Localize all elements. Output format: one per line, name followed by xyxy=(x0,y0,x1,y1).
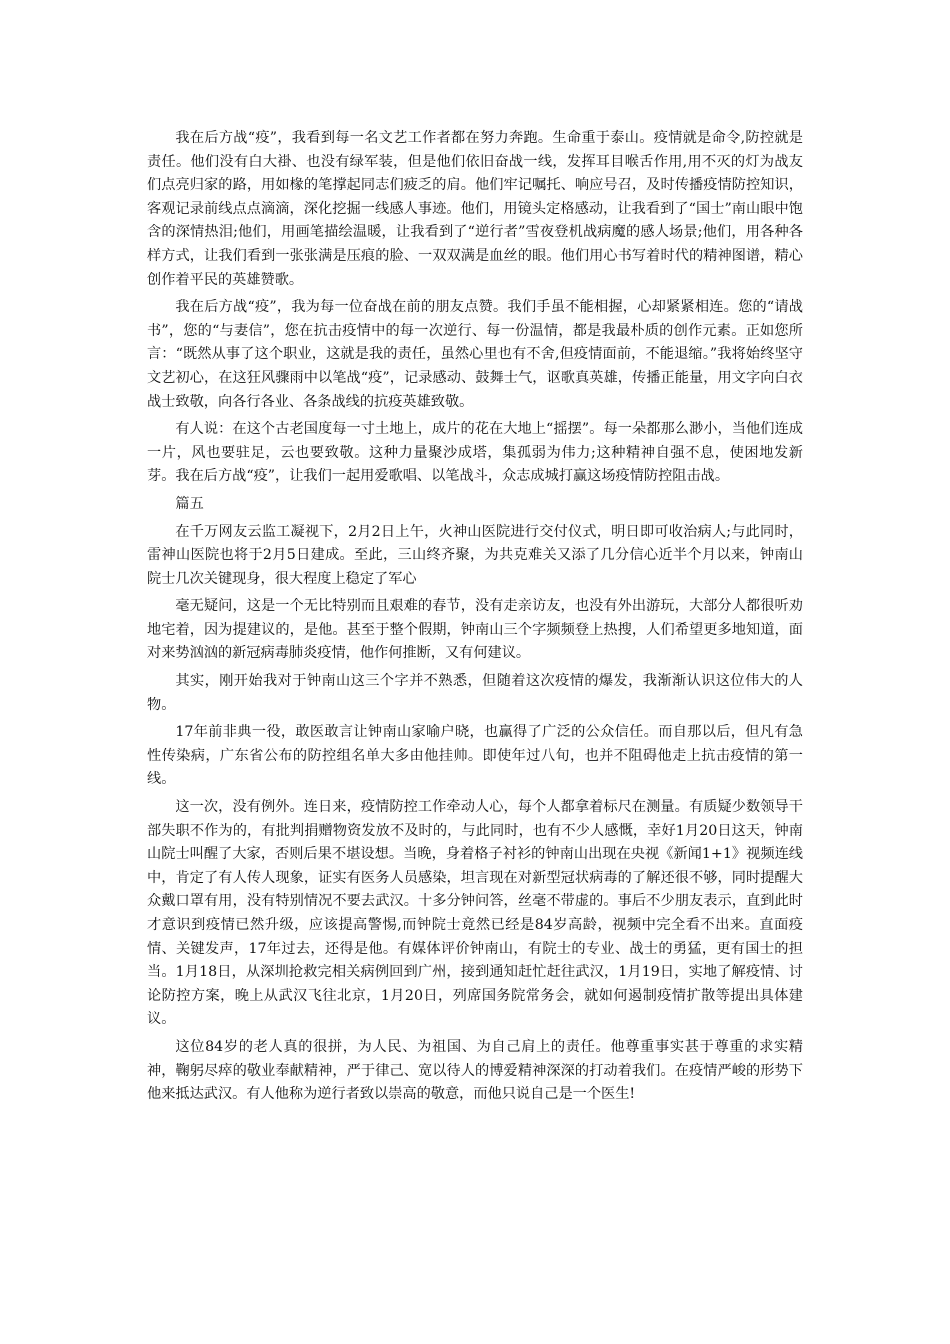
section-heading: 篇五 xyxy=(175,495,204,512)
paragraph-3: 有人说：在这个古老国度每一寸土地上，成片的花在大地上“摇摆”。每一朵都那么渺小，当他们连成一片，风也要驻足，云也要致敬。这种力量聚沙成塔，集孤弱为伟力;这种精神自强不息，使困地发新芽。我在后方战“疫”，让我们一起用爱歌唱、以笔战斗，众志成城打赢这场疫情防控阻击战。 xyxy=(147,421,803,485)
section-paragraph-2: 毫无疑问，这是一个无比特别而且艰难的春节，没有走亲访友，也没有外出游玩，大部分人都很听劝地宅着，因为提建议的，是他。甚至于整个假期，钟南山三个字频频登上热搜，人们希望更多地知道，面对来势汹汹的新冠病毒肺炎疫情，他作何推断，又有何建议。 xyxy=(147,598,803,662)
section-paragraph-5: 这一次，没有例外。连日来，疫情防控工作牵动人心，每个人都拿着标尺在测量。有质疑少数领导干部失职不作为的，有批判捐赠物资发放不及时的，与此同时，也有不少人感慨，幸好1月20日这天，钟南山院士叫醒了大家，否则后果不堪设想。当晚，身着格子衬衫的钟南山出现在央视《新闻1+1》视频连线中，肯定了有人传人现象，证实有医务人员感染，坦言现在对新型冠状病毒的了解还很不够，同时提醒大众戴口罩有用，没有特别情况不要去武汉。十多分钟问答，丝毫不带虚的。事后不少朋友表示，直到此时才意识到疫情已然升级，应该提高警惕,而钟院士竟然已经是84岁高龄，视频中完全看不出来。直面疫情、关键发声，17年过去，还得是他。有媒体评价钟南山，有院士的专业、战士的勇猛，更有国士的担当。1月18日，从深圳抢救完相关病例回到广州，接到通知赶忙赶往武汉，1月19日，实地了解疫情、讨论防控方案，晚上从武汉飞往北京，1月20日，列席国务院常务会，就如何遏制疫情扩散等提出具体建议。 xyxy=(147,799,803,1028)
section-paragraph-4: 17年前非典一役，敢医敢言让钟南山家喻户晓，也赢得了广泛的公众信任。而自那以后，但凡有急性传染病，广东省公布的防控组名单大多由他挂帅。即使年过八旬，也并不阻碍他走上抗击疫情的第一线。 xyxy=(147,724,803,788)
section-paragraph-3: 其实，刚开始我对于钟南山这三个字并不熟悉，但随着这次疫情的爆发，我渐渐认识这位伟大的人物。 xyxy=(147,673,803,713)
paragraph-2: 我在后方战“疫”，我为每一位奋战在前的朋友点赞。我们手虽不能相握，心却紧紧相连。您的“请战书”，您的“与妻信”，您在抗击疫情中的每一次逆行、每一份温情，都是我最朴质的创作元素。正如您所言：“既然从事了这个职业，这就是我的责任，虽然心里也有不舍,但疫情面前，不能退缩。”我将始终坚守文艺初心，在这狂风骤雨中以笔战“疫”，记录感动、鼓舞士气，讴歌真英雄，传播正能量，用文字向白衣战士致敬，向各行各业、各条战线的抗疫英雄致敬。 xyxy=(147,299,803,410)
section-paragraph-1: 在千万网友云监工凝视下，2月2日上午，火神山医院进行交付仪式，明日即可收治病人;与此同时，雷神山医院也将于2月5日建成。至此，三山终齐聚，为共克难关又添了几分信心近半个月以来，钟南山院士几次关键现身，很大程度上稳定了军心 xyxy=(147,523,803,587)
paragraph-1: 我在后方战“疫”，我看到每一名文艺工作者都在努力奔跑。生命重于泰山。疫情就是命令,防控就是责任。他们没有白大褂、也没有绿军装，但是他们依旧奋战一线，发挥耳目喉舌作用,用不灭的灯为战友们点亮归家的路，用如椽的笔撑起同志们疲乏的肩。他们牢记嘱托、响应号召，及时传播疫情防控知识，客观记录前线点点滴滴，深化挖掘一线感人事迹。他们，用镜头定格感动，让我看到了“国士”南山眼中饱含的深情热泪;他们，用画笔描绘温暖，让我看到了“逆行者”雪夜登机战病魔的感人场景;他们，用各种各样方式，让我们看到一张张满是压痕的脸、一双双满是血丝的眼。他们用心书写着时代的精神图谱，精心创作着平民的英雄赞歌。 xyxy=(147,130,803,288)
section-paragraph-6: 这位84岁的老人真的很拼，为人民、为祖国、为自己肩上的责任。他尊重事实甚于尊重的求实精神，鞠躬尽瘁的敬业奉献精神，严于律己、宽以待人的博爱精神深深的打动着我们。在疫情严峻的形势下他来抵达武汉。有人他称为逆行者致以崇高的敬意，而他只说自己是一个医生! xyxy=(147,1038,803,1103)
document-page xyxy=(147,127,803,1107)
